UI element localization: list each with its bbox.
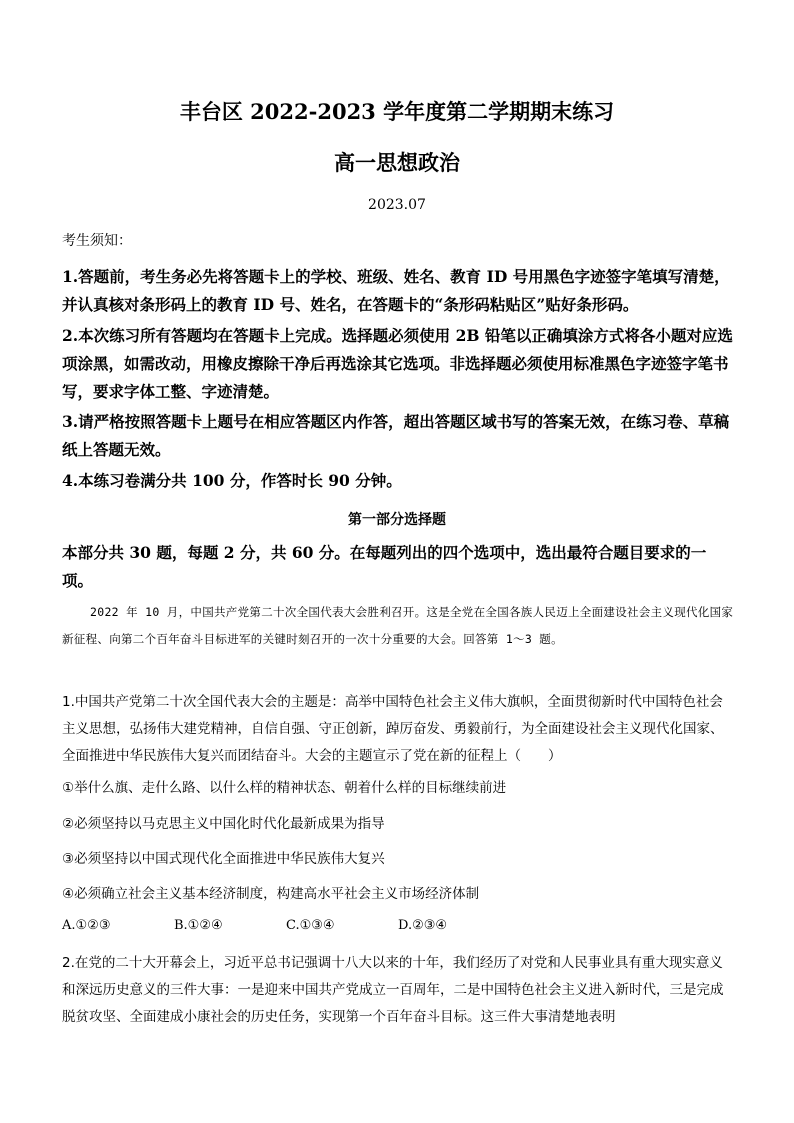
question-1-statement-1: ①举什么旗、走什么路、以什么样的精神状态、朝着什么样的目标继续前进	[62, 780, 507, 796]
question-1-choices	[62, 918, 447, 933]
exam-subject: 高一思想政治	[334, 150, 460, 175]
section-intro: 本部分共 30 题，每题 2 分，共 60 分。在每题列出的四个选项中，选出最符合题目要求的一项。	[62, 543, 707, 590]
notice-item-2: 2.本次练习所有答题均在答题卡上完成。选择题必须使用 2B 铅笔以正确填涂方式将各小题对应选项涂黑，如需改动，用橡皮擦除干净后再选涂其它选项。非选择题必须使用标准黑色字迹签字笔书写，要求字体工整、字迹清楚。	[62, 326, 733, 401]
question-2-stem: 2.在党的二十大开幕会上，习近平总书记强调十八大以来的十年，我们经历了对党和人民事业具有重大现实意义和深远历史意义的三件大事：一是迎来中国共产党成立一百周年，二是中国特色社会主义进入新时代，三是完成脱贫攻坚、全面建成小康社会的历史任务，实现第一个百年奋斗目标。这三件大事清楚地表明	[62, 955, 724, 1025]
choice-c: C.①③④	[286, 918, 335, 933]
exam-title: 丰台区 2022-2023 学年度第二学期期末练习	[179, 99, 615, 124]
notice-item-4: 4.本练习卷满分共 100 分，作答时长 90 分钟。	[62, 471, 402, 490]
notice-heading: 考生须知：	[62, 233, 132, 249]
question-1-statement-2: ②必须坚持以马克思主义中国化时代化最新成果为指导	[62, 816, 385, 832]
question-1-statement-3: ③必须坚持以中国式现代化全面推进中华民族伟大复兴	[62, 851, 385, 867]
notice-item-3: 3.请严格按照答题卡上题号在相应答题区内作答，超出答题区域书写的答案无效，在练习卷、草稿纸上答题无效。	[62, 412, 730, 459]
exam-date: 2023.07	[368, 197, 426, 213]
choice-a: A.①②③	[62, 918, 111, 933]
section-title: 第一部分选择题	[348, 512, 446, 528]
notice-item-1: 1.答题前，考生务必先将答题卡上的学校、班级、姓名、教育 ID 号用黑色字迹签字笔填写清楚，并认真核对条形码上的教育 ID 号、姓名，在答题卡的“条形码粘贴区”贴好条形码。	[62, 267, 730, 314]
question-1-statement-4: ④必须确立社会主义基本经济制度，构建高水平社会主义市场经济体制	[62, 886, 480, 902]
choice-b: B.①②④	[174, 918, 223, 933]
reading-material: 2022 年 10 月，中国共产党第二十次全国代表大会胜利召开。这是全党在全国各族人民迈上全面建设社会主义现代化国家新征程、向第二个百年奋斗目标进军的关键时刻召开的一次十分重要的大会。回答第 1～3 题。	[62, 605, 734, 646]
choice-d: D.②③④	[398, 918, 448, 933]
question-1-stem: 1.中国共产党第二十次全国代表大会的主题是：高举中国特色社会主义伟大旗帜，全面贯彻新时代中国特色社会主义思想，弘扬伟大建党精神，自信自强、守正创新，踔厉奋发、勇毅前行，为全面建设社会主义现代化国家、全面推进中华民族伟大复兴而团结奋斗。大会的主题宣示了党在新的征程上（ ）	[62, 694, 724, 764]
